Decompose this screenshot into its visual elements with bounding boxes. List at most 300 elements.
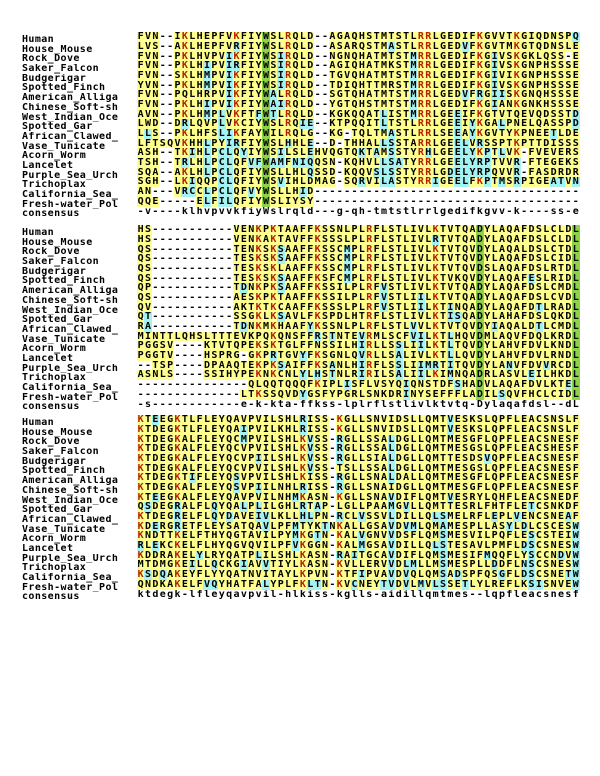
residue-cell: L	[484, 434, 491, 445]
residue-cell: Q	[226, 492, 233, 503]
residue-cell: M	[499, 541, 506, 551]
residue-cell: Y	[137, 80, 144, 91]
residue-cell: -	[226, 380, 233, 390]
residue-cell: N	[145, 531, 152, 542]
residue-cell: V	[174, 187, 181, 197]
residue-cell: V	[506, 158, 513, 168]
residue-cell: V	[145, 90, 152, 100]
residue-cell: S	[388, 312, 395, 323]
residue-cell: L	[159, 370, 166, 381]
residue-cell: T	[440, 273, 447, 284]
residue-cell: -	[381, 187, 388, 197]
residue-cell: L	[403, 351, 410, 361]
residue-cell: S	[543, 434, 550, 445]
residue-cell: s	[322, 399, 329, 410]
residue-cell: M	[447, 473, 454, 483]
residue-cell: -	[395, 187, 402, 197]
residue-cell: S	[395, 341, 402, 352]
residue-cell: R	[417, 129, 424, 139]
residue-cell: C	[535, 492, 542, 503]
residue-cell: Q	[292, 51, 299, 62]
residue-cell: S	[322, 370, 329, 381]
residue-cell: a	[528, 589, 535, 600]
residue-cell: Y	[255, 61, 262, 71]
residue-cell: M	[381, 99, 388, 110]
residue-cell: V	[447, 273, 454, 284]
residue-cell: N	[528, 80, 535, 91]
residue-cell: L	[513, 473, 520, 483]
residue-cell: E	[565, 579, 572, 590]
residue-cell: Q	[535, 331, 542, 342]
residue-cell: K	[270, 254, 277, 264]
residue-cell: T	[248, 302, 255, 313]
residue-cell: Q	[425, 502, 432, 513]
residue-cell: S	[543, 502, 550, 513]
residue-cell: L	[543, 341, 550, 352]
residue-cell: L	[277, 109, 284, 120]
residue-cell: A	[381, 492, 388, 503]
residue-cell: N	[322, 550, 329, 561]
residue-cell: G	[336, 51, 343, 62]
residue-cell: V	[255, 492, 262, 503]
residue-cell: N	[550, 570, 557, 580]
residue-cell: -	[506, 187, 513, 197]
residue-cell: S	[558, 119, 565, 130]
residue-cell: T	[535, 322, 542, 332]
residue-cell: L	[491, 370, 498, 381]
residue-cell: K	[137, 473, 144, 483]
residue-cell: L	[425, 560, 432, 571]
residue-cell: F	[476, 550, 483, 561]
residue-cell: I	[388, 482, 395, 493]
residue-cell: L	[358, 473, 365, 483]
residue-cell: D	[528, 312, 535, 323]
residue-cell: A	[528, 434, 535, 445]
residue-cell: T	[329, 370, 336, 381]
residue-cell: L	[417, 463, 424, 474]
residue-cell: V	[535, 380, 542, 390]
residue-cell: M	[432, 531, 439, 542]
residue-cell: M	[506, 41, 513, 52]
residue-cell: F	[572, 492, 579, 503]
residue-cell: I	[263, 570, 270, 580]
residue-cell: L	[403, 234, 410, 245]
residue-cell: T	[506, 32, 513, 42]
residue-cell: V	[381, 424, 388, 435]
residue-cell: K	[233, 119, 240, 130]
residue-cell: P	[277, 579, 284, 590]
residue-cell: L	[204, 453, 211, 464]
residue-cell: d	[565, 399, 572, 410]
residue-cell: W	[263, 41, 270, 52]
residue-cell: d	[307, 206, 314, 217]
residue-cell: L	[292, 570, 299, 580]
residue-cell: K	[174, 531, 181, 542]
residue-cell: -	[189, 399, 196, 410]
residue-cell: W	[263, 90, 270, 100]
residue-cell: E	[558, 148, 565, 159]
residue-cell: E	[521, 119, 528, 130]
residue-cell: M	[432, 415, 439, 425]
residue-cell: F	[521, 302, 528, 313]
residue-cell: E	[558, 512, 565, 522]
residue-cell: R	[366, 263, 373, 274]
residue-cell: C	[535, 531, 542, 542]
residue-cell: L	[137, 119, 144, 130]
residue-cell: A	[344, 32, 351, 42]
residue-cell: K	[336, 541, 343, 551]
residue-cell: R	[550, 263, 557, 274]
residue-cell: Q	[204, 177, 211, 188]
residue-cell: F	[476, 512, 483, 522]
residue-cell: G	[366, 531, 373, 542]
residue-cell: K	[137, 434, 144, 445]
residue-cell: V	[447, 322, 454, 332]
residue-cell: L	[447, 341, 454, 352]
residue-cell: G	[307, 531, 314, 542]
residue-cell: A	[513, 312, 520, 323]
residue-cell: K	[432, 341, 439, 352]
residue-cell: L	[292, 341, 299, 352]
residue-cell: L	[403, 370, 410, 381]
residue-cell: -	[329, 196, 336, 207]
residue-cell: S	[263, 389, 270, 400]
residue-cell: L	[174, 177, 181, 188]
residue-cell: L	[513, 521, 520, 532]
residue-cell: K	[270, 312, 277, 323]
residue-cell: L	[204, 541, 211, 551]
residue-cell: -	[137, 360, 144, 371]
residue-cell: S	[366, 415, 373, 425]
residue-cell: E	[211, 444, 218, 454]
residue-cell: S	[403, 415, 410, 425]
residue-cell: T	[240, 550, 247, 561]
residue-cell: S	[484, 263, 491, 274]
residue-cell: A	[513, 273, 520, 284]
residue-cell: L	[226, 187, 233, 197]
residue-cell: G	[440, 80, 447, 91]
residue-cell: L	[299, 61, 306, 71]
residue-cell: A	[314, 502, 321, 513]
residue-cell: S	[322, 244, 329, 255]
residue-cell: -	[145, 360, 152, 371]
residue-cell: E	[521, 473, 528, 483]
residue-cell: S	[329, 225, 336, 235]
residue-cell: L	[491, 263, 498, 274]
residue-cell: k	[233, 206, 240, 217]
residue-cell: E	[572, 99, 579, 110]
residue-cell: P	[211, 158, 218, 168]
residue-cell: R	[425, 90, 432, 100]
residue-cell: V	[255, 463, 262, 474]
residue-cell: S	[248, 292, 255, 303]
residue-cell: R	[425, 177, 432, 188]
residue-cell: E	[181, 570, 188, 580]
residue-cell: V	[255, 570, 262, 580]
residue-cell: A	[499, 370, 506, 381]
residue-cell: F	[196, 541, 203, 551]
residue-cell: P	[137, 351, 144, 361]
residue-cell: G	[484, 41, 491, 52]
residue-cell: F	[285, 158, 292, 168]
residue-cell: I	[189, 473, 196, 483]
residue-cell: E	[543, 148, 550, 159]
residue-cell: L	[425, 331, 432, 342]
residue-cell: S	[137, 167, 144, 178]
residue-cell: f	[240, 206, 247, 217]
residue-cell: f	[307, 399, 314, 410]
residue-cell: F	[292, 579, 299, 590]
residue-cell: S	[329, 322, 336, 332]
residue-cell: R	[425, 70, 432, 81]
residue-cell: P	[211, 138, 218, 149]
residue-cell: Q	[351, 167, 358, 178]
residue-cell: A	[167, 550, 174, 561]
residue-cell: D	[152, 463, 159, 474]
residue-cell: V	[535, 148, 542, 159]
residue-cell: -	[167, 119, 174, 130]
residue-cell: T	[506, 109, 513, 120]
residue-cell: Y	[307, 322, 314, 332]
residue-cell: -	[521, 167, 528, 178]
residue-cell: R	[366, 341, 373, 352]
residue-cell: A	[248, 531, 255, 542]
residue-cell: P	[366, 570, 373, 580]
residue-cell: S	[462, 502, 469, 513]
residue-cell: F	[506, 492, 513, 503]
residue-cell: L	[425, 302, 432, 313]
residue-cell: G	[484, 61, 491, 71]
residue-cell: K	[270, 234, 277, 245]
residue-cell: E	[240, 234, 247, 245]
residue-cell: F	[469, 109, 476, 120]
residue-cell: S	[322, 482, 329, 493]
residue-cell: F	[521, 254, 528, 264]
residue-cell: G	[167, 492, 174, 503]
residue-cell: D	[395, 492, 402, 503]
residue-cell: L	[204, 560, 211, 571]
residue-cell: -	[329, 482, 336, 493]
residue-cell: T	[506, 138, 513, 149]
residue-cell: T	[558, 244, 565, 255]
residue-cell: L	[358, 283, 365, 293]
residue-cell: V	[469, 263, 476, 274]
residue-cell: H	[285, 444, 292, 454]
residue-cell: -	[211, 399, 218, 410]
residue-cell: L	[277, 41, 284, 52]
residue-cell: P	[174, 109, 181, 120]
residue-cell: F	[506, 424, 513, 435]
residue-cell: Q	[211, 560, 218, 571]
residue-cell: L	[218, 119, 225, 130]
residue-cell: T	[351, 129, 358, 139]
residue-cell: L	[351, 531, 358, 542]
residue-cell: P	[248, 502, 255, 513]
residue-cell: E	[454, 138, 461, 149]
residue-cell: A	[366, 61, 373, 71]
residue-cell: A	[499, 312, 506, 323]
residue-cell: T	[329, 80, 336, 91]
residue-cell: R	[351, 389, 358, 400]
residue-cell: W	[572, 570, 579, 580]
residue-cell: E	[447, 80, 454, 91]
residue-cell: V	[417, 312, 424, 323]
residue-cell: -	[373, 589, 380, 600]
residue-cell: Q	[226, 444, 233, 454]
residue-cell: L	[484, 579, 491, 590]
residue-cell: L	[513, 550, 520, 561]
residue-cell: V	[447, 292, 454, 303]
residue-cell: D	[476, 292, 483, 303]
residue-cell: L	[403, 302, 410, 313]
residue-cell: S	[528, 541, 535, 551]
residue-cell: S	[558, 70, 565, 81]
residue-cell: H	[351, 312, 358, 323]
residue-cell: -	[226, 322, 233, 332]
residue-cell: i	[410, 399, 417, 410]
residue-cell: G	[366, 521, 373, 532]
residue-cell: T	[181, 415, 188, 425]
residue-cell: V	[499, 158, 506, 168]
residue-cell: -	[204, 283, 211, 293]
residue-cell: A	[469, 370, 476, 381]
residue-cell: I	[388, 109, 395, 120]
residue-cell: -	[322, 99, 329, 110]
residue-cell: E	[528, 370, 535, 381]
residue-cell: C	[535, 463, 542, 474]
sequence-name: Spotted_Gar	[22, 122, 93, 132]
residue-cell: R	[565, 148, 572, 159]
residue-cell: Q	[425, 473, 432, 483]
residue-cell: S	[550, 51, 557, 62]
residue-cell: K	[137, 424, 144, 435]
residue-cell: A	[381, 453, 388, 464]
residue-cell: p	[248, 589, 255, 600]
residue-cell: P	[174, 99, 181, 110]
residue-cell: Q	[181, 90, 188, 100]
residue-cell: L	[189, 61, 196, 71]
residue-cell: T	[233, 273, 240, 284]
residue-cell: K	[137, 550, 144, 561]
residue-cell: A	[491, 521, 498, 532]
residue-cell: N	[248, 234, 255, 245]
residue-cell: A	[469, 283, 476, 293]
residue-cell: R	[513, 167, 520, 178]
residue-cell: T	[189, 521, 196, 532]
residue-cell: M	[314, 177, 321, 188]
residue-cell: T	[558, 263, 565, 274]
residue-cell: V	[469, 360, 476, 371]
residue-cell: -	[322, 138, 329, 149]
residue-cell: Q	[270, 380, 277, 390]
residue-cell: Q	[425, 512, 432, 522]
residue-cell: M	[447, 370, 454, 381]
residue-cell: E	[454, 579, 461, 590]
residue-cell: N	[263, 370, 270, 381]
residue-cell: V	[469, 254, 476, 264]
residue-cell: R	[137, 322, 144, 332]
residue-cell: N	[336, 360, 343, 371]
residue-cell: S	[314, 550, 321, 561]
residue-cell: I	[307, 424, 314, 435]
residue-cell: D	[395, 463, 402, 474]
residue-cell: S	[543, 463, 550, 474]
residue-cell: T	[403, 90, 410, 100]
residue-cell: S	[535, 254, 542, 264]
residue-cell: -	[211, 312, 218, 323]
residue-cell: -	[218, 254, 225, 264]
residue-cell: C	[535, 482, 542, 493]
residue-cell: K	[270, 263, 277, 274]
residue-cell: N	[314, 341, 321, 352]
residue-cell: A	[499, 322, 506, 332]
residue-cell: E	[240, 254, 247, 264]
residue-cell: T	[491, 158, 498, 168]
residue-cell: A	[181, 444, 188, 454]
residue-cell: L	[535, 51, 542, 62]
residue-cell: T	[440, 234, 447, 245]
residue-cell: h	[196, 206, 203, 217]
residue-cell: E	[211, 415, 218, 425]
residue-cell: Y	[218, 415, 225, 425]
residue-cell: -	[174, 360, 181, 371]
residue-cell: S	[440, 560, 447, 571]
residue-cell: -	[167, 254, 174, 264]
residue-cell: -	[167, 41, 174, 52]
residue-cell: L	[543, 370, 550, 381]
residue-cell: T	[159, 531, 166, 542]
residue-cell: q	[226, 589, 233, 600]
residue-cell: F	[506, 541, 513, 551]
residue-cell: G	[167, 502, 174, 513]
residue-cell: P	[211, 167, 218, 178]
residue-cell: I	[388, 424, 395, 435]
residue-cell: T	[395, 244, 402, 255]
residue-cell: S	[565, 521, 572, 532]
residue-cell: Y	[484, 283, 491, 293]
residue-cell: V	[218, 80, 225, 91]
residue-cell: S	[373, 167, 380, 178]
residue-cell: e	[159, 589, 166, 600]
residue-cell: F	[240, 158, 247, 168]
residue-cell: Q	[506, 380, 513, 390]
residue-cell: Q	[425, 521, 432, 532]
residue-cell: -	[329, 463, 336, 474]
residue-cell: h	[285, 589, 292, 600]
residue-cell: D	[307, 51, 314, 62]
residue-cell: Y	[373, 579, 380, 590]
residue-cell: S	[366, 434, 373, 445]
sequence-name: West_Indian_Oce	[22, 112, 119, 123]
residue-cell: Y	[218, 502, 225, 513]
residue-cell: Y	[218, 531, 225, 542]
residue-cell: K	[159, 541, 166, 551]
residue-cell: F	[240, 61, 247, 71]
residue-cell: K	[314, 234, 321, 245]
residue-cell: -	[159, 41, 166, 52]
residue-cell: Y	[329, 389, 336, 400]
residue-cell: H	[351, 341, 358, 352]
residue-cell: G	[440, 51, 447, 62]
residue-cell: A	[513, 225, 520, 235]
residue-cell: S	[277, 453, 284, 464]
residue-cell: V	[218, 99, 225, 110]
residue-cell: A	[233, 502, 240, 513]
residue-cell: -	[167, 206, 174, 217]
residue-cell: E	[447, 61, 454, 71]
residue-cell: A	[248, 560, 255, 571]
residue-cell: Q	[211, 502, 218, 513]
